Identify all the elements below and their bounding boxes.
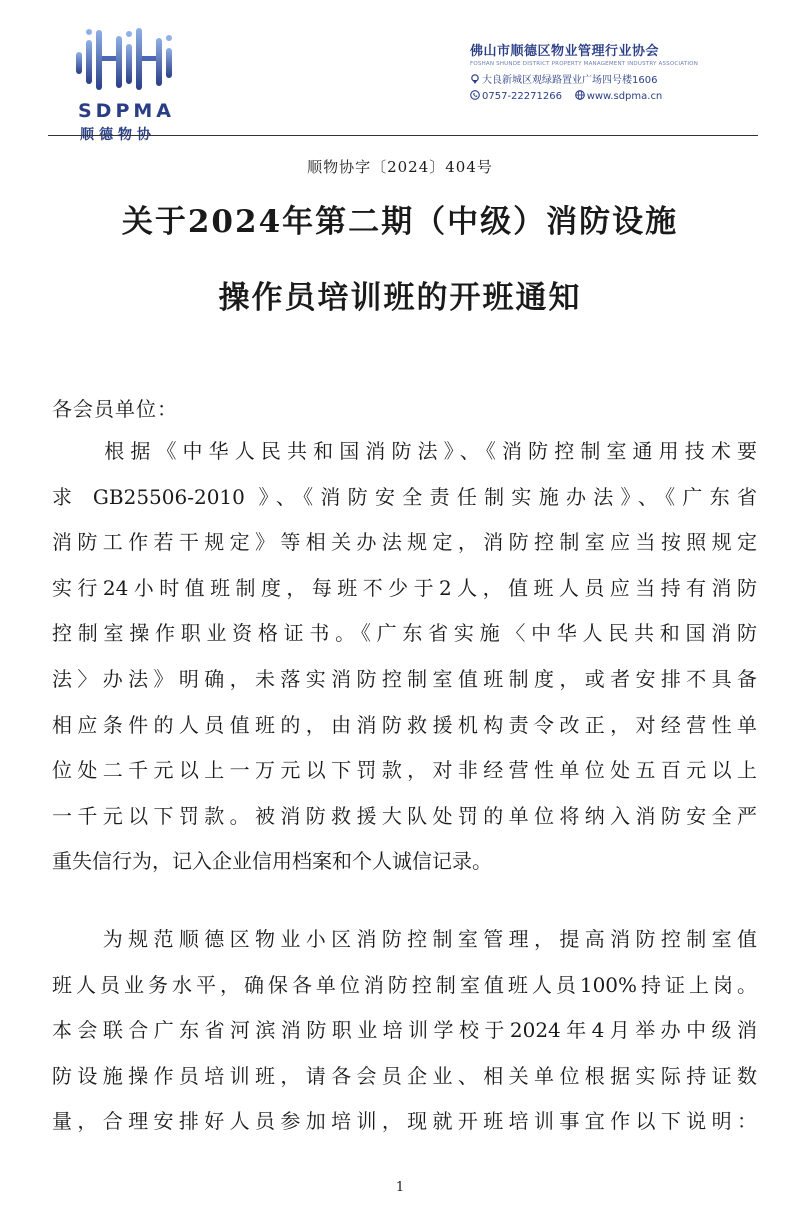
document-number: 顺物协字〔2024〕404号	[307, 158, 493, 176]
sdpma-logo	[72, 22, 182, 143]
paragraph-line: 根据《中华人民共和国消防法》、《消防控制室通用技术要	[52, 439, 757, 463]
paragraph-line: 相应条件的人员值班的，由消防救援机构责令改正，对经营性单	[52, 712, 757, 737]
paragraph-line: 一千元以下罚款。被消防救援大队处罚的单位将纳入消防安全严	[52, 803, 757, 828]
location-pin-icon	[470, 74, 480, 84]
paragraph-line: 法〉办法》明确，未落实消防控制室值班制度，或者安排不具备	[52, 666, 757, 691]
address-text: 大良新城区观绿路置业广场四号楼1606	[482, 75, 658, 86]
association-name: 佛山市顺德区物业管理行业协会	[470, 44, 660, 59]
phone-icon	[470, 90, 480, 100]
salutation: 各会员单位：	[52, 397, 178, 421]
association-english-name: FOSHAN SHUNDE DISTRICT PROPERTY MANAGEMENT INDUSTRY ASSOCIATION	[470, 61, 699, 67]
paragraph-line: 本会联合广东省河滨消防职业培训学校于2024年4月举办中级消	[52, 1018, 757, 1043]
logo-text: SDPMA	[78, 100, 175, 122]
letterhead	[0, 0, 800, 143]
paragraph-line: 消防工作若干规定》等相关办法规定，消防控制室应当按照规定	[52, 530, 757, 555]
paragraph-line: 实行24小时值班制度，每班不少于2人，值班人员应当持有消防	[52, 575, 757, 600]
globe-icon	[575, 90, 585, 100]
phone-text: 0757-22271266	[482, 91, 562, 102]
paragraph-line: 控制室操作职业资格证书。《广东省实施〈中华人民共和国消防	[52, 621, 757, 646]
logo-bars-icon	[72, 22, 182, 96]
paragraph-1	[52, 429, 757, 885]
association-contact	[470, 90, 730, 102]
paragraph-2	[52, 917, 757, 1145]
paragraph-line: 求 GB25506-2010 》、《消防安全责任制实施办法》、《广东省	[52, 484, 757, 509]
page-number: 1	[395, 1180, 405, 1195]
paragraph-line: 量，合理安排好人员参加培训，现就开班培训事宜作以下说明：	[52, 1109, 757, 1134]
paragraph-line: 为规范顺德区物业小区消防控制室管理，提高消防控制室值	[52, 927, 757, 951]
document-title-line-1: 关于2024年第二期（中级）消防设施	[121, 204, 679, 240]
header-divider	[48, 135, 758, 136]
paragraph-line: 防设施操作员培训班，请各会员企业、相关单位根据实际持证数	[52, 1063, 757, 1088]
association-address	[470, 71, 730, 86]
paragraph-line: 班人员业务水平，确保各单位消防控制室值班人员100%持证上岗。	[52, 972, 757, 997]
logo-chinese-text: 顺德物协	[80, 127, 156, 143]
document-title-line-2: 操作员培训班的开班通知	[218, 280, 582, 316]
paragraph-line: 重失信行为，记入企业信用档案和个人诚信记录。	[52, 849, 492, 874]
website-link[interactable]: www.sdpma.cn	[586, 91, 663, 102]
association-info	[470, 40, 730, 102]
paragraph-line: 位处二千元以上一万元以下罚款，对非经营性单位处五百元以上	[52, 758, 757, 783]
